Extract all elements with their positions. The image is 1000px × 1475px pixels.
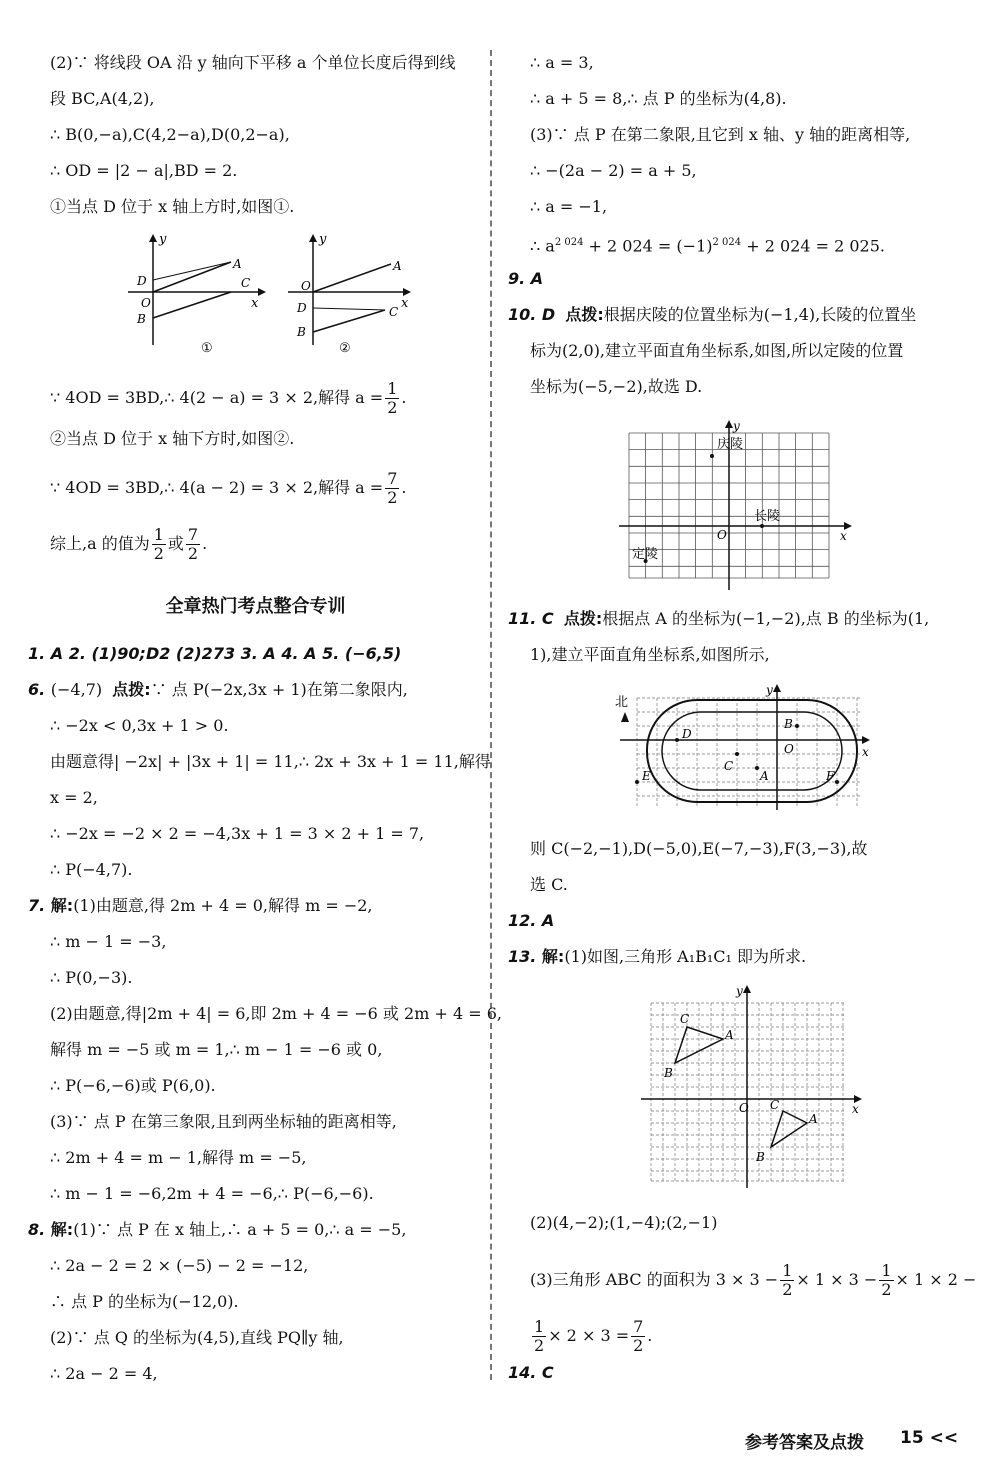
- text-line: ∴ OD = |2 − a|,BD = 2.: [50, 161, 238, 180]
- text-line: 选 C.: [530, 875, 568, 894]
- text-line: 段 BC,A(4,2),: [50, 89, 155, 108]
- answer-line: 7. 解:(1)由题意,得 2m + 4 = 0,解得 m = −2,: [28, 896, 373, 915]
- text-line: ②当点 D 位于 x 轴下方时,如图②.: [50, 429, 295, 448]
- text-line: (3)∵ 点 P 在第二象限,且它到 x 轴、y 轴的距离相等,: [530, 125, 911, 144]
- answer-line: 10. D 点拨:根据庆陵的位置坐标为(−1,4),长陵的位置坐: [508, 305, 917, 324]
- text-line: (3)三角形 ABC 的面积为 3 × 3 − $\frac{1}{2}$ × 1 × 3 − $\frac{1}{2}$ × 1 × 2 −: [530, 1261, 977, 1299]
- text-line: ∴ 2m + 4 = m − 1,解得 m = −5,: [50, 1148, 307, 1167]
- point-label-a: A: [393, 259, 402, 273]
- text-line: ∴ a = −1,: [530, 197, 608, 216]
- axis-label-y: y: [733, 419, 740, 433]
- text-line: ∴ a + 5 = 8,∴ 点 P 的坐标为(4,8).: [530, 89, 787, 108]
- footer-brand: 参考答案及点拨: [745, 1433, 864, 1453]
- point-label-d: D: [137, 274, 147, 288]
- point-label-f: F: [826, 769, 835, 783]
- point-label-b: B: [137, 312, 146, 326]
- point-label-b: B: [784, 717, 793, 731]
- north-label: 北: [615, 695, 629, 710]
- text-line: x = 2,: [50, 788, 98, 807]
- axis-label-x: x: [862, 745, 869, 759]
- text-line: (2)由题意,得|2m + 4| = 6,即 2m + 4 = −6 或 2m + 4 = 6,: [50, 1004, 502, 1023]
- text-line: ∴ 2a − 2 = 4,: [50, 1364, 158, 1383]
- answer-line: 9. A: [508, 269, 544, 288]
- text-line: ①当点 D 位于 x 轴上方时,如图①.: [50, 197, 295, 216]
- dingling-label: 定陵: [632, 547, 659, 562]
- figure-2: [283, 230, 428, 360]
- origin-label: O: [739, 1101, 749, 1115]
- point-label-b: B: [297, 325, 306, 339]
- point-label-a: A: [233, 257, 242, 271]
- text-line: ∴ $a^{2 024} + 2$ $024 = (-1)^{2 024} + 2$ 024 = 2 025.: [530, 236, 885, 256]
- origin-label: O: [141, 296, 151, 310]
- point-label-c: C: [724, 759, 734, 773]
- point-label-b: B: [664, 1066, 673, 1080]
- text-line: ∵ 4OD = 3BD,∴ 4(2 − a) = 3 × 2,解得 a = $\frac{1}{2}$ .: [50, 379, 407, 417]
- origin-label: O: [301, 279, 311, 293]
- text-line: $\frac{1}{2}$ × 2 × 3 = $\frac{7}{2}$ .: [534, 1317, 653, 1355]
- answer-line: 8. 解:(1)∵ 点 P 在 x 轴上,∴ a + 5 = 0,∴ a = −5,: [28, 1220, 407, 1239]
- axis-label-x: x: [852, 1102, 859, 1116]
- answer-line: 12. A: [508, 911, 555, 930]
- text-line: ∴ −2x < 0,3x + 1 > 0.: [50, 716, 229, 735]
- figure-1: [123, 230, 268, 360]
- answer-line: 11. C 点拨:根据点 A 的坐标为(−1,−2),点 B 的坐标为(1,: [508, 609, 930, 628]
- text-line: 坐标为(−5,−2),故选 D.: [530, 377, 703, 396]
- point-label-d: D: [682, 727, 692, 741]
- text-line: ∴ B(0,−a),C(4,2−a),D(0,2−a),: [50, 125, 290, 144]
- point-label-c: C: [680, 1012, 690, 1026]
- q10-grid-figure: [614, 418, 854, 593]
- text-line: ∴ −2x = −2 × 2 = −4,3x + 1 = 3 × 2 + 1 = 7,: [50, 824, 425, 843]
- answer-line: 13. 解:(1)如图,三角形 A₁B₁C₁ 即为所求.: [508, 947, 807, 966]
- axis-label-x: x: [840, 529, 847, 543]
- text-line: 1),建立平面直角坐标系,如图所示,: [530, 645, 770, 664]
- page-number: 15 <<: [900, 1428, 959, 1448]
- text-line: 综上,a 的值为 $\frac{1}{2}$ 或 $\frac{7}{2}$ .: [50, 525, 208, 563]
- text-line: ∴ a = 3,: [530, 53, 594, 72]
- point-label-a: A: [725, 1028, 734, 1042]
- axis-label-x: x: [251, 296, 259, 311]
- figure-2-label: ②: [339, 341, 351, 356]
- point-label-c: C: [389, 305, 399, 319]
- axis-label-y: y: [736, 984, 743, 998]
- point-label-a1: A: [809, 1112, 818, 1126]
- text-line: 则 C(−2,−1),D(−5,0),E(−7,−3),F(3,−3),故: [530, 839, 868, 858]
- text-line: ∴ P(0,−3).: [50, 968, 133, 987]
- text-line: 由题意得| −2x| + |3x + 1| = 11,∴ 2x + 3x + 1 = 11,解得: [50, 752, 491, 771]
- text-line: ∴ 2a − 2 = 2 × (−5) − 2 = −12,: [50, 1256, 309, 1275]
- text-line: ∴ P(−6,−6)或 P(6,0).: [50, 1076, 216, 1095]
- point-label-b1: B: [756, 1150, 765, 1164]
- text-line: ∴ 点 P 的坐标为(−12,0).: [50, 1292, 239, 1311]
- text-line: ∴ −(2a − 2) = a + 5,: [530, 161, 697, 180]
- changling-label: 长陵: [754, 509, 781, 524]
- answer-line: 6. (−4,7) 点拨:∵ 点 P(−2x,3x + 1)在第二象限内,: [28, 680, 408, 699]
- text-line: 标为(2,0),建立平面直角坐标系,如图,所以定陵的位置: [530, 341, 904, 360]
- answer-line: 14. C: [508, 1363, 554, 1382]
- axis-label-y: y: [159, 232, 167, 247]
- text-line: ∴ m − 1 = −3,: [50, 932, 167, 951]
- axis-label-x: x: [401, 296, 409, 311]
- figure-1-label: ①: [201, 341, 213, 356]
- triangle-a1b1c1: [771, 1111, 807, 1147]
- column-divider: [490, 50, 492, 1380]
- section-heading: 全章热门考点整合专训: [165, 596, 346, 617]
- point-label-e: E: [642, 769, 651, 783]
- text-line: (2)∵ 点 Q 的坐标为(4,5),直线 PQ∥y 轴,: [50, 1328, 344, 1347]
- point-label-a: A: [760, 769, 769, 783]
- axis-label-y: y: [319, 232, 327, 247]
- text-line: ∴ m − 1 = −6,2m + 4 = −6,∴ P(−6,−6).: [50, 1184, 374, 1203]
- point-label-c1: C: [770, 1098, 780, 1112]
- text-line: (3)∵ 点 P 在第三象限,且到两坐标轴的距离相等,: [50, 1112, 397, 1131]
- origin-label: O: [717, 528, 727, 542]
- text-line: 解得 m = −5 或 m = 1,∴ m − 1 = −6 或 0,: [50, 1040, 383, 1059]
- point-label-c: C: [241, 276, 251, 290]
- text-line: (2)(4,−2);(1,−4);(2,−1): [530, 1213, 718, 1232]
- q13-grid-figure: [636, 983, 866, 1193]
- answer-line: 1. A 2. (1)90;D2 (2)273 3. A 4. A 5. (−6,5): [28, 644, 402, 663]
- point-label-d: D: [297, 301, 307, 315]
- origin-label: O: [784, 742, 794, 756]
- text-line: ∵ 4OD = 3BD,∴ 4(a − 2) = 3 × 2,解得 a = $\frac{7}{2}$ .: [50, 469, 407, 507]
- text-line: (2)∵ 将线段 OA 沿 y 轴向下平移 a 个单位长度后得到线: [50, 53, 456, 72]
- q11-track-figure: [612, 678, 872, 813]
- text-line: ∴ P(−4,7).: [50, 860, 133, 879]
- north-arrow-icon: [621, 712, 629, 722]
- axis-label-y: y: [766, 683, 773, 697]
- qingling-label: 庆陵: [717, 437, 744, 452]
